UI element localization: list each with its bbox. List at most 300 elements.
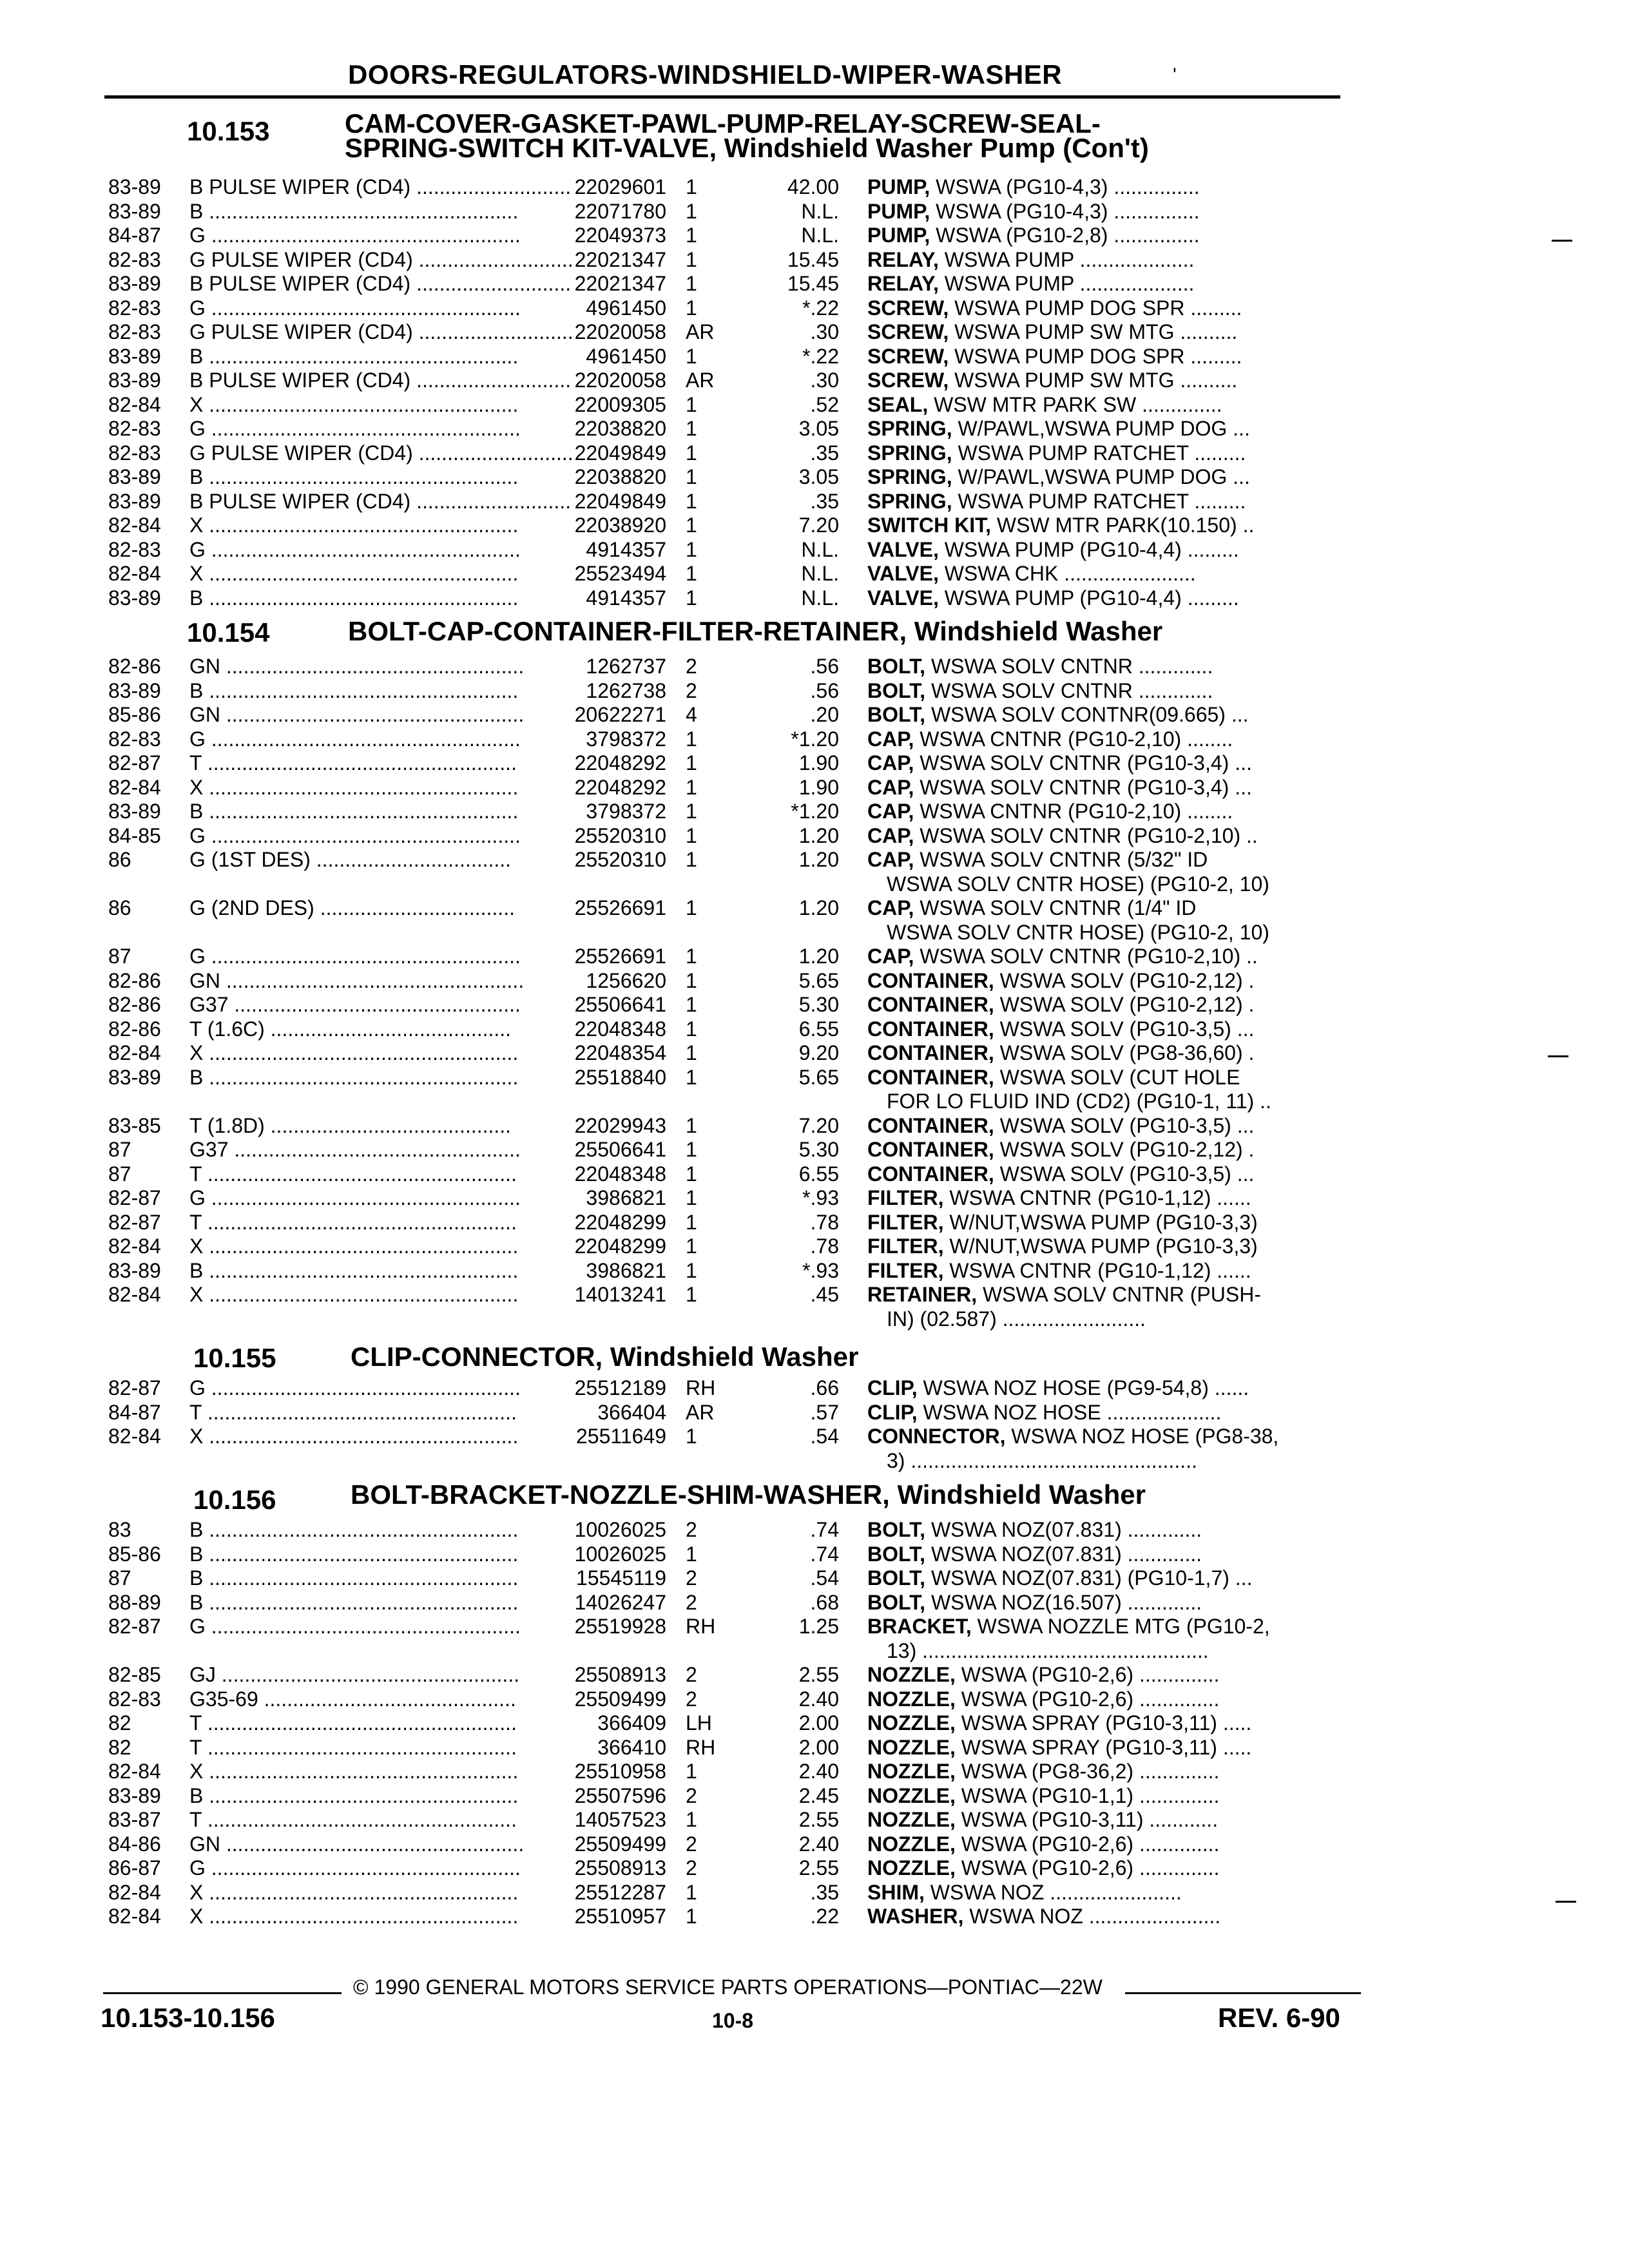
part-description: WSWA SOLV (PG10-3,5) ...	[994, 1162, 1255, 1186]
description	[867, 993, 1344, 1017]
part-row	[0, 441, 1629, 466]
price: 1.20	[798, 848, 839, 871]
price: 5.30	[798, 1138, 839, 1161]
part-description: WSWA SOLV (PG10-2,12) .	[994, 993, 1255, 1016]
price: 6.55	[798, 1017, 839, 1041]
description	[867, 490, 1344, 514]
part-number: 25509499	[574, 1687, 666, 1711]
model-years: 82-84	[108, 1760, 161, 1783]
part-row	[0, 248, 1629, 273]
description	[867, 1856, 1344, 1881]
part-row	[0, 1114, 1629, 1139]
quantity: 1	[686, 727, 697, 751]
application: T ......................................................	[189, 1711, 517, 1735]
header-mark: '	[1173, 64, 1177, 86]
part-description: WSWA (PG10-2,6) ..............	[955, 1687, 1220, 1711]
footer-rule-left	[103, 1992, 342, 1994]
quantity: AR	[686, 369, 715, 392]
part-description: WSWA NOZ HOSE (PG8-38,	[1005, 1425, 1279, 1448]
part-description: WSWA NOZ(07.831) .............	[925, 1518, 1202, 1541]
part-name: CONTAINER,	[867, 1162, 994, 1186]
price: 7.20	[798, 1113, 839, 1137]
part-description: WSWA (PG10-1,1) ..............	[955, 1783, 1220, 1807]
part-description: WSWA SOLV CNTNR (PG10-2,10) ..	[914, 945, 1258, 968]
part-description-continued: 3) ..................................................	[887, 1448, 1197, 1472]
part-number: 25512189	[574, 1376, 666, 1399]
description	[867, 1162, 1344, 1187]
part-number: 25506641	[574, 993, 666, 1016]
model-years: 82-83	[108, 417, 161, 440]
quantity: 2	[686, 678, 697, 702]
model-years: 83-89	[108, 678, 161, 702]
application: G35-69 ............................................	[189, 1687, 516, 1711]
part-row	[0, 417, 1629, 441]
part-description: WSWA PUMP RATCHET .........	[952, 489, 1246, 513]
application: X ......................................................	[189, 1235, 519, 1258]
price: .35	[810, 1880, 839, 1904]
part-number: 3986821	[586, 1186, 666, 1209]
description	[867, 1138, 1344, 1162]
part-name: VALVE,	[867, 562, 939, 585]
application: B ......................................................	[189, 800, 519, 823]
part-row	[0, 1591, 1629, 1615]
model-years: 82-83	[108, 1687, 161, 1711]
part-description: WSWA SOLV (PG8-36,60) .	[994, 1041, 1255, 1064]
description	[867, 441, 1344, 466]
description	[867, 1401, 1344, 1425]
part-name: NOZZLE,	[867, 1783, 956, 1807]
part-description: WSWA (PG10-4,3) ...............	[930, 175, 1200, 198]
application: G ......................................................	[189, 417, 521, 440]
part-row	[0, 945, 1629, 969]
part-row	[0, 1808, 1629, 1832]
part-number: 4961450	[586, 296, 666, 320]
quantity: 1	[686, 465, 697, 488]
model-years: 82-86	[108, 968, 161, 992]
part-number: 22048354	[574, 1041, 666, 1064]
application: B ......................................................	[189, 199, 519, 223]
part-name: SEAL,	[867, 392, 929, 416]
description	[867, 1905, 1344, 1929]
part-number: 25519928	[574, 1615, 666, 1638]
part-name: NOZZLE,	[867, 1735, 956, 1759]
application: G (1ST DES) ..................................	[189, 848, 512, 871]
part-row	[0, 1283, 1629, 1331]
description	[867, 1259, 1344, 1283]
part-number: 1256620	[586, 968, 666, 992]
model-years: 82-87	[108, 1615, 161, 1638]
quantity: 1	[686, 562, 697, 585]
part-row	[0, 1376, 1629, 1401]
parts-table	[0, 655, 1629, 1331]
price: 2.55	[798, 1663, 839, 1686]
part-name: CONTAINER,	[867, 1017, 994, 1041]
part-number: 14026247	[574, 1590, 666, 1614]
part-number: 4961450	[586, 344, 666, 368]
part-row	[0, 1518, 1629, 1542]
part-row	[0, 586, 1629, 611]
application: X ......................................................	[189, 562, 519, 585]
price: 1.90	[798, 775, 839, 799]
description	[867, 848, 1344, 896]
quantity: 1	[686, 1880, 697, 1904]
application: T ......................................................	[189, 1210, 517, 1234]
price: 2.55	[798, 1808, 839, 1831]
part-number: 22049849	[574, 441, 666, 465]
description	[867, 824, 1344, 849]
application: X ......................................................	[189, 1880, 519, 1904]
part-row	[0, 776, 1629, 800]
price: *1.20	[791, 800, 839, 823]
part-number: 25506641	[574, 1138, 666, 1161]
part-name: SCREW,	[867, 296, 949, 320]
part-description: WSW MTR PARK(10.150) ..	[990, 514, 1255, 537]
model-years: 83-89	[108, 586, 161, 610]
description	[867, 945, 1344, 969]
part-description: WSWA (PG10-2,6) ..............	[955, 1856, 1220, 1879]
description	[867, 703, 1344, 727]
price: 5.65	[798, 968, 839, 992]
part-row	[0, 224, 1629, 248]
quantity: 1	[686, 1760, 697, 1783]
quantity: RH	[686, 1615, 716, 1638]
part-description: WSWA PUMP ....................	[938, 272, 1195, 295]
description	[867, 1211, 1344, 1235]
part-number: 22048348	[574, 1017, 666, 1041]
application: X ......................................................	[189, 1041, 519, 1064]
part-row	[0, 800, 1629, 824]
part-row	[0, 679, 1629, 704]
part-row	[0, 1017, 1629, 1042]
quantity: 2	[686, 1518, 697, 1541]
part-row	[0, 655, 1629, 679]
model-years: 83-89	[108, 175, 161, 198]
part-number: 25508913	[574, 1663, 666, 1686]
description	[867, 345, 1344, 369]
part-number: 10026025	[574, 1518, 666, 1541]
part-description: WSWA PUMP DOG SPR .........	[949, 296, 1242, 320]
quantity: 2	[686, 1687, 697, 1711]
quantity: 1	[686, 586, 697, 610]
application: G PULSE WIPER (CD4) ...........................	[189, 320, 574, 343]
application: G ......................................................	[189, 296, 521, 320]
quantity: 1	[686, 537, 697, 561]
price: 3.05	[798, 417, 839, 440]
part-name: FILTER,	[867, 1210, 944, 1234]
part-number: 22048348	[574, 1162, 666, 1186]
part-description: WSW MTR PARK SW ..............	[928, 392, 1222, 416]
model-years: 82-83	[108, 537, 161, 561]
part-row	[0, 345, 1629, 369]
model-years: 82-87	[108, 1376, 161, 1399]
model-years: 83-89	[108, 1065, 161, 1089]
application: B ......................................................	[189, 1518, 519, 1541]
model-years: 83-89	[108, 800, 161, 823]
quantity: 1	[686, 1235, 697, 1258]
quantity: 2	[686, 1856, 697, 1879]
part-number: 25510957	[574, 1905, 666, 1928]
part-name: FILTER,	[867, 1186, 944, 1209]
footer-page-number: 10-8	[712, 2009, 754, 2032]
section-title: CAM-COVER-GASKET-PAWL-PUMP-RELAY-SCREW-SEAL-	[345, 108, 1101, 139]
model-years: 82-86	[108, 993, 161, 1016]
application: G ......................................................	[189, 537, 521, 561]
description	[867, 1376, 1344, 1401]
application: G (2ND DES) ..................................	[189, 896, 515, 919]
price: 2.00	[798, 1735, 839, 1759]
part-number: 22029601	[574, 175, 666, 198]
part-name: CAP,	[867, 945, 914, 968]
section-number: 10.156	[193, 1485, 276, 1515]
part-name: CAP,	[867, 751, 914, 774]
model-years: 82-85	[108, 1663, 161, 1686]
application: X ......................................................	[189, 392, 519, 416]
part-row	[0, 393, 1629, 418]
description	[867, 1518, 1344, 1542]
application: X ......................................................	[189, 1283, 519, 1306]
price: 9.20	[798, 1041, 839, 1064]
section-title: BOLT-CAP-CONTAINER-FILTER-RETAINER, Windshield Washer	[348, 616, 1163, 646]
part-number: 22009305	[574, 392, 666, 416]
part-number: 15545119	[576, 1566, 666, 1590]
description	[867, 296, 1344, 321]
part-description: WSWA PUMP (PG10-4,4) .........	[938, 537, 1239, 561]
part-number: 4914357	[586, 537, 666, 561]
part-description: WSWA NOZ .......................	[924, 1880, 1182, 1904]
application: X ......................................................	[189, 514, 519, 537]
part-description: WSWA SOLV CNTNR .............	[925, 678, 1213, 702]
part-description: WSWA SOLV CNTNR (PG10-2,10) ..	[914, 823, 1258, 847]
part-name: CAP,	[867, 848, 914, 871]
part-row	[0, 1687, 1629, 1712]
price: 6.55	[798, 1162, 839, 1186]
part-row	[0, 1259, 1629, 1283]
part-row	[0, 1663, 1629, 1687]
application: B PULSE WIPER (CD4) ...........................	[189, 489, 572, 513]
page-header: DOORS-REGULATORS-WINDSHIELD-WIPER-WASHER	[348, 59, 1063, 90]
application: B ......................................................	[189, 1590, 519, 1614]
part-name: SHIM,	[867, 1880, 925, 1904]
part-description-continued: WSWA SOLV CNTR HOSE) (PG10-2, 10)	[887, 872, 1269, 896]
part-description: WSWA SOLV CNTNR (1/4" ID	[914, 896, 1197, 919]
quantity: 1	[686, 1258, 697, 1282]
description	[867, 1186, 1344, 1211]
part-name: FILTER,	[867, 1235, 944, 1258]
part-row	[0, 1760, 1629, 1784]
part-number: 22071780	[574, 199, 666, 223]
part-name: CAP,	[867, 800, 914, 823]
section-number: 10.154	[187, 617, 270, 648]
quantity: RH	[686, 1376, 716, 1399]
description	[867, 200, 1344, 224]
quantity: 1	[686, 848, 697, 871]
part-row	[0, 969, 1629, 994]
part-name: NOZZLE,	[867, 1808, 956, 1831]
part-description: WSWA PUMP RATCHET .........	[952, 441, 1246, 465]
price: .74	[810, 1542, 839, 1566]
description	[867, 1615, 1344, 1663]
part-description: WSWA SOLV (PG10-2,12) .	[994, 968, 1255, 992]
description	[867, 1784, 1344, 1809]
part-number: 22048299	[574, 1235, 666, 1258]
part-description: WSWA CNTNR (PG10-1,12) ......	[943, 1186, 1251, 1209]
part-name: NOZZLE,	[867, 1832, 956, 1856]
part-number: 22020058	[574, 369, 666, 392]
section-number: 10.155	[193, 1343, 276, 1373]
model-years: 82-84	[108, 1880, 161, 1904]
application: T (1.8D) ..........................................	[189, 1113, 512, 1137]
part-number: 22029943	[574, 1113, 666, 1137]
price: 15.45	[787, 247, 839, 271]
part-row	[0, 1211, 1629, 1235]
part-number: 25511649	[576, 1425, 666, 1448]
model-years: 87	[108, 945, 131, 968]
model-years: 84-87	[108, 1400, 161, 1424]
quantity: 2	[686, 1783, 697, 1807]
part-number: 14013241	[574, 1283, 666, 1306]
price: .54	[810, 1566, 839, 1590]
quantity: 2	[686, 1832, 697, 1856]
part-name: VALVE,	[867, 586, 939, 610]
part-description: WSWA SPRAY (PG10-3,11) .....	[955, 1711, 1252, 1735]
part-row	[0, 320, 1629, 345]
part-description: WSWA NOZZLE MTG (PG10-2,	[971, 1615, 1270, 1638]
quantity: 1	[686, 1017, 697, 1041]
footer-rule-right	[1125, 1992, 1361, 1994]
description	[867, 1736, 1344, 1760]
model-years: 87	[108, 1566, 131, 1590]
price: .56	[810, 655, 839, 678]
part-name: NOZZLE,	[867, 1856, 956, 1879]
model-years: 85-86	[108, 703, 161, 726]
quantity: 1	[686, 1283, 697, 1306]
part-number: 22038820	[574, 417, 666, 440]
quantity: 1	[686, 1065, 697, 1089]
part-description: WSWA (PG8-36,2) ..............	[955, 1760, 1220, 1783]
part-number: 25510958	[574, 1760, 666, 1783]
part-row	[0, 1138, 1629, 1162]
part-row	[0, 1162, 1629, 1187]
model-years: 88-89	[108, 1590, 161, 1614]
description	[867, 562, 1344, 586]
application: X ......................................................	[189, 1760, 519, 1783]
quantity: 1	[686, 1162, 697, 1186]
part-description: WSWA PUMP ....................	[938, 247, 1195, 271]
price: .35	[810, 441, 839, 465]
part-description: W/NUT,WSWA PUMP (PG10-3,3)	[943, 1210, 1258, 1234]
part-name: SWITCH KIT,	[867, 514, 991, 537]
description	[867, 969, 1344, 994]
price: .74	[810, 1518, 839, 1541]
application: T ......................................................	[189, 1162, 517, 1186]
application: B ......................................................	[189, 1258, 519, 1282]
application: B ......................................................	[189, 1783, 519, 1807]
application: B ......................................................	[189, 678, 519, 702]
part-description-continued: IN) (02.587) .........................	[887, 1307, 1146, 1331]
price: *.22	[802, 296, 839, 320]
part-number: 25507596	[574, 1783, 666, 1807]
quantity: 1	[686, 272, 697, 295]
price: *.93	[802, 1186, 839, 1209]
description	[867, 224, 1344, 248]
part-number: 14057523	[574, 1808, 666, 1831]
price: 2.00	[798, 1711, 839, 1735]
part-name: CONTAINER,	[867, 1041, 994, 1064]
description	[867, 320, 1344, 345]
part-number: 3798372	[586, 727, 666, 751]
quantity: 1	[686, 993, 697, 1016]
part-row	[0, 1425, 1629, 1473]
model-years: 82-84	[108, 514, 161, 537]
model-years: 82-86	[108, 1017, 161, 1041]
model-years: 82-83	[108, 296, 161, 320]
header-rule	[104, 95, 1340, 99]
part-number: 25526691	[574, 896, 666, 919]
part-name: CLIP,	[867, 1400, 918, 1424]
part-name: SPRING,	[867, 417, 952, 440]
price: *.93	[802, 1258, 839, 1282]
model-years: 82-87	[108, 1210, 161, 1234]
part-description: W/NUT,WSWA PUMP (PG10-3,3)	[943, 1235, 1258, 1258]
model-years: 82-83	[108, 320, 161, 343]
footer-revision: REV. 6-90	[1218, 2003, 1340, 2033]
model-years: 82-84	[108, 562, 161, 585]
quantity: 1	[686, 1905, 697, 1928]
part-number: 10026025	[574, 1542, 666, 1566]
part-description: WSWA SOLV (PG10-3,5) ...	[994, 1113, 1255, 1137]
model-years: 82-84	[108, 1425, 161, 1448]
part-row	[0, 465, 1629, 490]
description	[867, 1711, 1344, 1736]
description	[867, 1591, 1344, 1615]
description	[867, 1235, 1344, 1259]
quantity: 1	[686, 800, 697, 823]
part-description: WSWA NOZ .......................	[963, 1905, 1221, 1928]
part-row	[0, 1784, 1629, 1809]
part-name: PUMP,	[867, 199, 930, 223]
model-years: 83	[108, 1518, 131, 1541]
part-row	[0, 1566, 1629, 1591]
application: T ......................................................	[189, 1400, 517, 1424]
description	[867, 1760, 1344, 1784]
part-description: WSWA SOLV CNTNR (PG10-3,4) ...	[914, 751, 1252, 774]
part-row	[0, 1542, 1629, 1567]
application: GJ ....................................................	[189, 1663, 520, 1686]
model-years: 83-89	[108, 344, 161, 368]
model-years: 83-89	[108, 199, 161, 223]
model-years: 86	[108, 896, 131, 919]
model-years: 83-89	[108, 1258, 161, 1282]
part-number: 22021347	[574, 272, 666, 295]
model-years: 82-84	[108, 1041, 161, 1064]
application: B PULSE WIPER (CD4) ...........................	[189, 369, 572, 392]
price: 2.40	[798, 1687, 839, 1711]
description	[867, 679, 1344, 704]
price: .30	[810, 320, 839, 343]
description	[867, 1041, 1344, 1066]
part-name: SPRING,	[867, 441, 952, 465]
part-description: WSWA NOZ(07.831) .............	[925, 1542, 1202, 1566]
part-description-continued: 13) ..................................................	[887, 1639, 1209, 1662]
part-description: WSWA (PG10-2,6) ..............	[955, 1832, 1220, 1856]
part-name: RELAY,	[867, 272, 939, 295]
price: 1.20	[798, 823, 839, 847]
price: .68	[810, 1590, 839, 1614]
quantity: 1	[686, 175, 697, 198]
price: 2.40	[798, 1832, 839, 1856]
model-years: 82-83	[108, 441, 161, 465]
part-description: WSWA SOLV CNTNR (5/32" ID	[914, 848, 1208, 871]
